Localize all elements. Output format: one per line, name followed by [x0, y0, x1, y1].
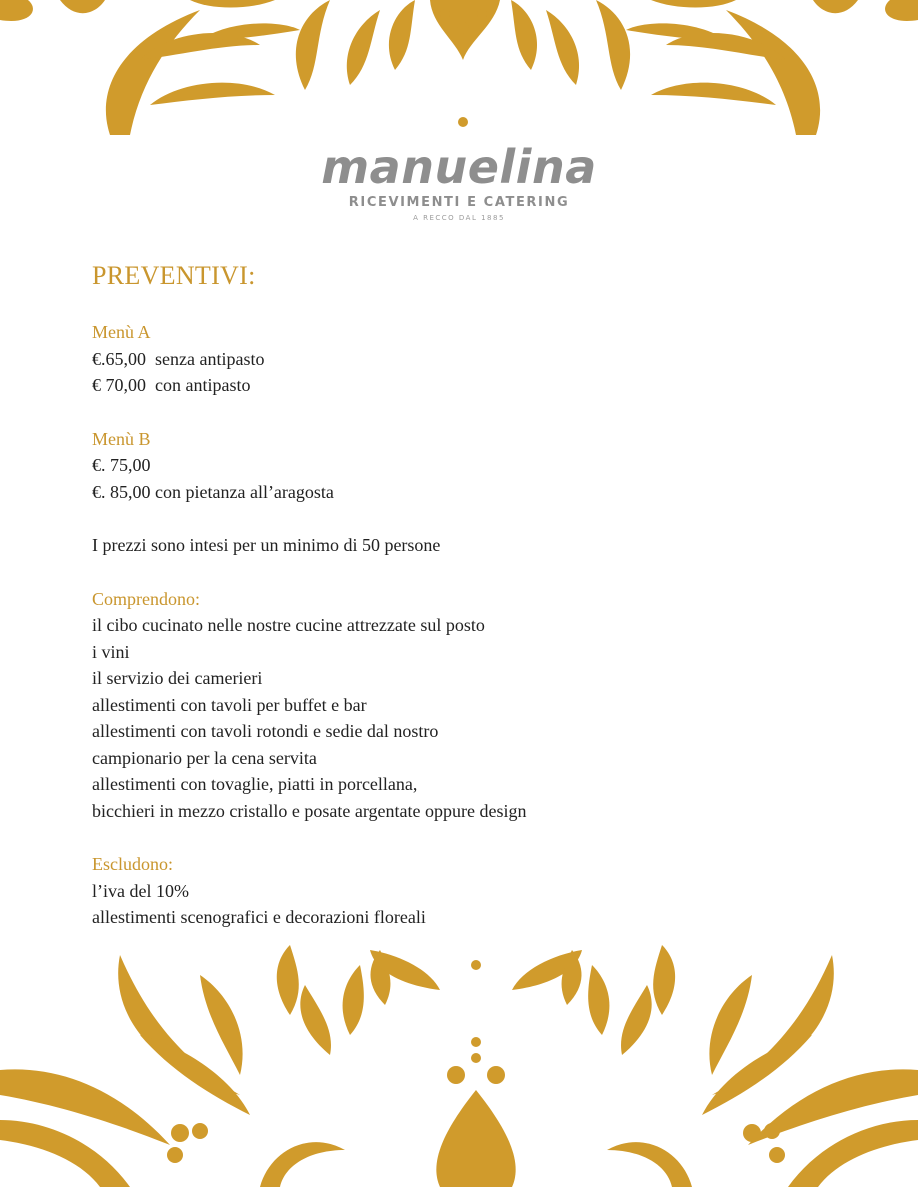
- menu-b-label: Menù B: [92, 428, 151, 449]
- includes-item: i vini: [92, 641, 130, 662]
- page-title: PREVENTIVI:: [92, 261, 256, 290]
- excludes-label: Escludono:: [92, 854, 173, 874]
- includes-item: il cibo cucinato nelle nostre cucine attrezzate sul posto: [92, 615, 485, 635]
- includes-item: allestimenti con tavoli rotondi e sedie dal nostro: [92, 721, 439, 741]
- menu-a-label: Menù A: [92, 322, 151, 342]
- excludes-item: allestimenti scenografici e decorazioni floreali: [92, 907, 426, 927]
- minimum-note: I prezzi sono intesi per un minimo di 50 persone: [92, 535, 441, 555]
- includes-item: bicchieri in mezzo cristallo e posate argentate oppure design: [92, 800, 527, 821]
- excludes-item: l’iva del 10%: [92, 880, 189, 901]
- menu-a-price-1: €.65,00 senza antipasto: [92, 348, 265, 369]
- includes-item: campionario per la cena servita: [92, 747, 317, 768]
- menu-a-price-2: € 70,00 con antipasto: [92, 375, 251, 395]
- top-floral-ornament: [0, 0, 918, 140]
- brand-since: A RECCO DAL 1885: [413, 214, 505, 222]
- includes-item: allestimenti con tovaglie, piatti in porcellana,: [92, 774, 418, 794]
- includes-label: Comprendono:: [92, 588, 200, 609]
- brand-subtitle: RICEVIMENTI E CATERING: [348, 195, 570, 210]
- bottom-floral-ornament: [0, 945, 918, 1187]
- brand-logo: [0, 140, 918, 222]
- menu-b-price-1: €. 75,00: [92, 455, 151, 475]
- menu-b-price-2: €. 85,00 con pietanza all’aragosta: [92, 481, 334, 502]
- brand-name: manuelina: [321, 140, 597, 194]
- quote-content: [92, 258, 872, 931]
- includes-item: il servizio dei camerieri: [92, 668, 263, 688]
- includes-item: allestimenti con tavoli per buffet e bar: [92, 694, 367, 715]
